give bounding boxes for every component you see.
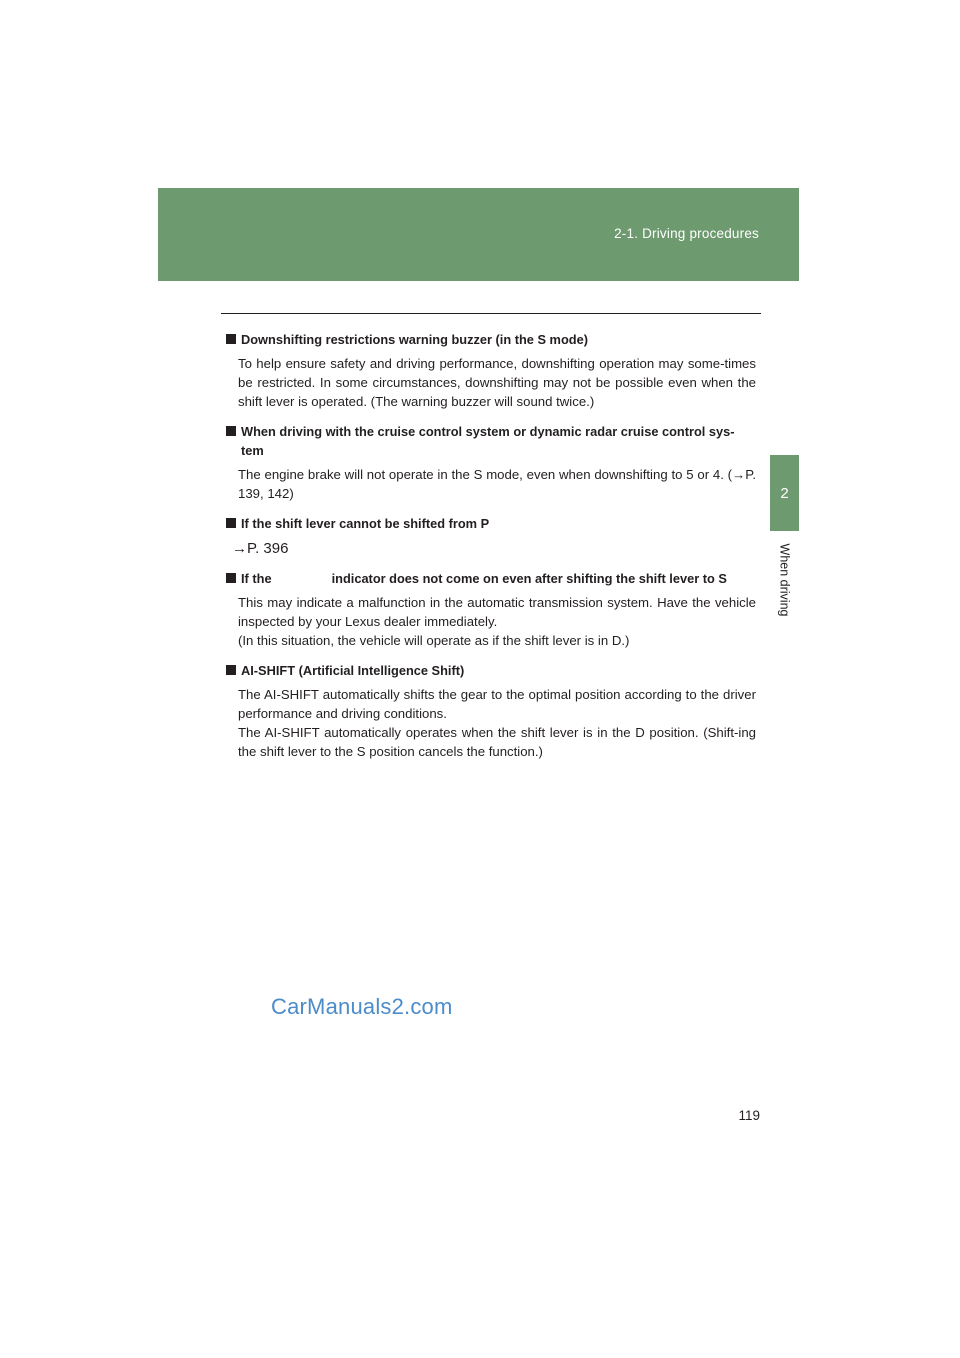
- section-heading: If the indicator does not come on even after shifting the shift lever to S: [224, 569, 756, 588]
- paragraph: (In this situation, the vehicle will operate as if the shift lever is in D.): [238, 633, 630, 648]
- section-downshift-buzzer: [224, 330, 756, 411]
- section-ai-shift: [224, 661, 756, 761]
- reference-link[interactable]: →P. 396: [232, 540, 289, 557]
- page-reference: [224, 539, 756, 558]
- section-heading: If the shift lever cannot be shifted from P: [224, 514, 756, 533]
- section-body: [224, 685, 756, 761]
- paragraph: The AI-SHIFT automatically operates when the shift lever is in the D position. (Shift-ing the shift lever to the S position cancels the function.): [238, 725, 756, 759]
- page-number: 119: [738, 1108, 760, 1123]
- paragraph: This may indicate a malfunction in the automatic transmission system. Have the vehicle inspected by your Lexus dealer immediately.: [238, 595, 756, 629]
- section-body: [224, 465, 756, 503]
- chapter-tab-label: [770, 535, 799, 625]
- page-content: [224, 330, 756, 772]
- paragraph: The AI-SHIFT automatically shifts the gear to the optimal position according to the driver performance and driving conditions.: [238, 687, 756, 721]
- square-bullet-icon: [226, 665, 236, 675]
- section-heading: When driving with the cruise control system or dynamic radar cruise control sys-tem: [224, 422, 756, 460]
- square-bullet-icon: [226, 518, 236, 528]
- paragraph: To help ensure safety and driving performance, downshifting operation may some-times be restricted. In some circumstances, downshifting may not be possible even when the shift lever is operated. (The warning buzzer will sound twice.): [238, 356, 756, 409]
- watermark: CarManuals2.com: [271, 994, 453, 1019]
- section-indicator: [224, 569, 756, 650]
- section-heading: Downshifting restrictions warning buzzer (in the S mode): [224, 330, 756, 349]
- section-body: [224, 593, 756, 650]
- chapter-label-text: When driving: [777, 543, 792, 617]
- section-body: [224, 354, 756, 411]
- section-divider: [221, 313, 761, 314]
- section-shift-from-p: [224, 514, 756, 558]
- square-bullet-icon: [226, 573, 236, 583]
- chapter-tab-number: 2: [770, 455, 799, 531]
- section-cruise-control: [224, 422, 756, 503]
- square-bullet-icon: [226, 426, 236, 436]
- section-heading: AI-SHIFT (Artificial Intelligence Shift): [224, 661, 756, 680]
- paragraph: The engine brake will not operate in the S mode, even when downshifting to 5 or 4. (→P. 139, 142): [238, 467, 756, 501]
- header-band: [158, 188, 799, 281]
- square-bullet-icon: [226, 334, 236, 344]
- section-title: 2-1. Driving procedures: [614, 226, 759, 241]
